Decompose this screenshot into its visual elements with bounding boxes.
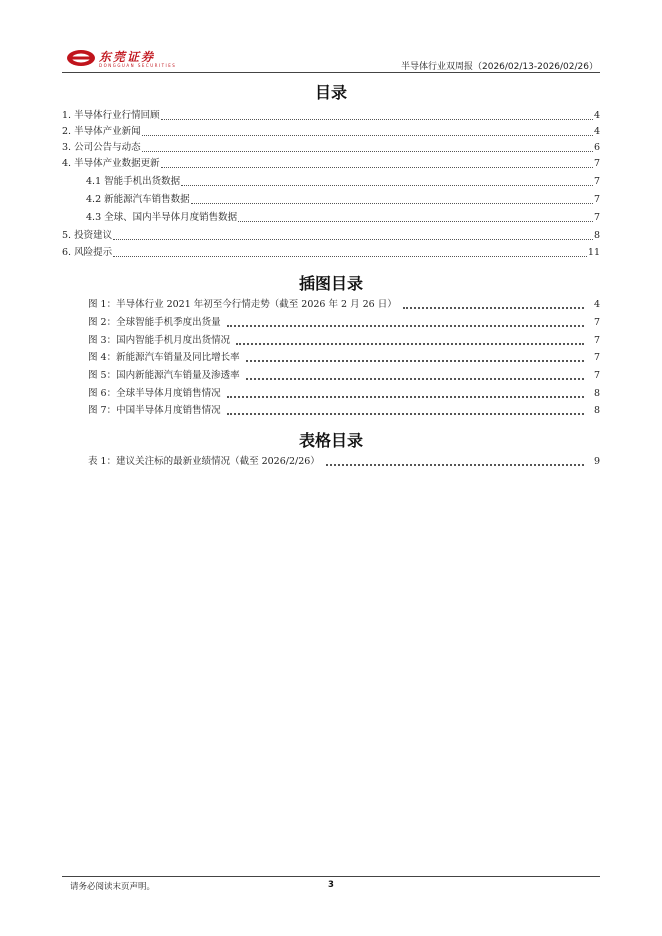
figure-entry[interactable]: 图 3：国内智能手机月度出货情况 7 xyxy=(88,335,600,346)
figure-entry[interactable]: 图 2：全球智能手机季度出货量 7 xyxy=(88,317,600,328)
figure-entry[interactable]: 图 6：全球半导体月度销售情况 8 xyxy=(88,388,600,399)
page-number: 3 xyxy=(328,880,334,890)
toc-entry[interactable]: 2. 半导体产业新闻 4 xyxy=(62,126,600,137)
report-title: 半导体行业双周报（2026/02/13-2026/02/26） xyxy=(401,62,598,72)
toc-entry[interactable]: 1. 半导体行业行情回顾 4 xyxy=(62,110,600,121)
toc-title: 目录 xyxy=(314,83,347,102)
toc-entry[interactable]: 4. 半导体产业数据更新 7 xyxy=(62,158,600,169)
figures-title: 插图目录 xyxy=(298,274,363,293)
figure-entry[interactable]: 图 1：半导体行业 2021 年初至今行情走势（截至 2026 年 2 月 26 日） 4 xyxy=(88,299,600,310)
footer-divider xyxy=(62,876,600,877)
figure-entry[interactable]: 图 4：新能源汽车销量及同比增长率 7 xyxy=(88,352,600,363)
figure-entry[interactable]: 图 5：国内新能源汽车销量及渗透率 7 xyxy=(88,370,600,381)
tables-title: 表格目录 xyxy=(298,431,363,450)
toc-subentry[interactable]: 4.3 全球、国内半导体月度销售数据 7 xyxy=(86,212,600,223)
header-divider xyxy=(62,72,600,73)
toc-entry[interactable]: 5. 投资建议 8 xyxy=(62,230,600,241)
toc-entry[interactable]: 6. 风险提示 11 xyxy=(62,247,600,258)
table-entry[interactable]: 表 1：建议关注标的最新业绩情况（截至 2026/2/26） 9 xyxy=(88,456,600,467)
brand-name: 东莞证券 xyxy=(99,50,156,64)
footer-disclaimer: 请务必阅读末页声明。 xyxy=(70,882,156,892)
brand-sub: DONGGUAN SECURITIES xyxy=(99,63,177,68)
figure-entry[interactable]: 图 7：中国半导体月度销售情况 8 xyxy=(88,405,600,416)
toc-subentry[interactable]: 4.1 智能手机出货数据 7 xyxy=(86,176,600,187)
toc-subentry[interactable]: 4.2 新能源汽车销售数据 7 xyxy=(86,194,600,205)
toc-entry[interactable]: 3. 公司公告与动态 6 xyxy=(62,142,600,153)
